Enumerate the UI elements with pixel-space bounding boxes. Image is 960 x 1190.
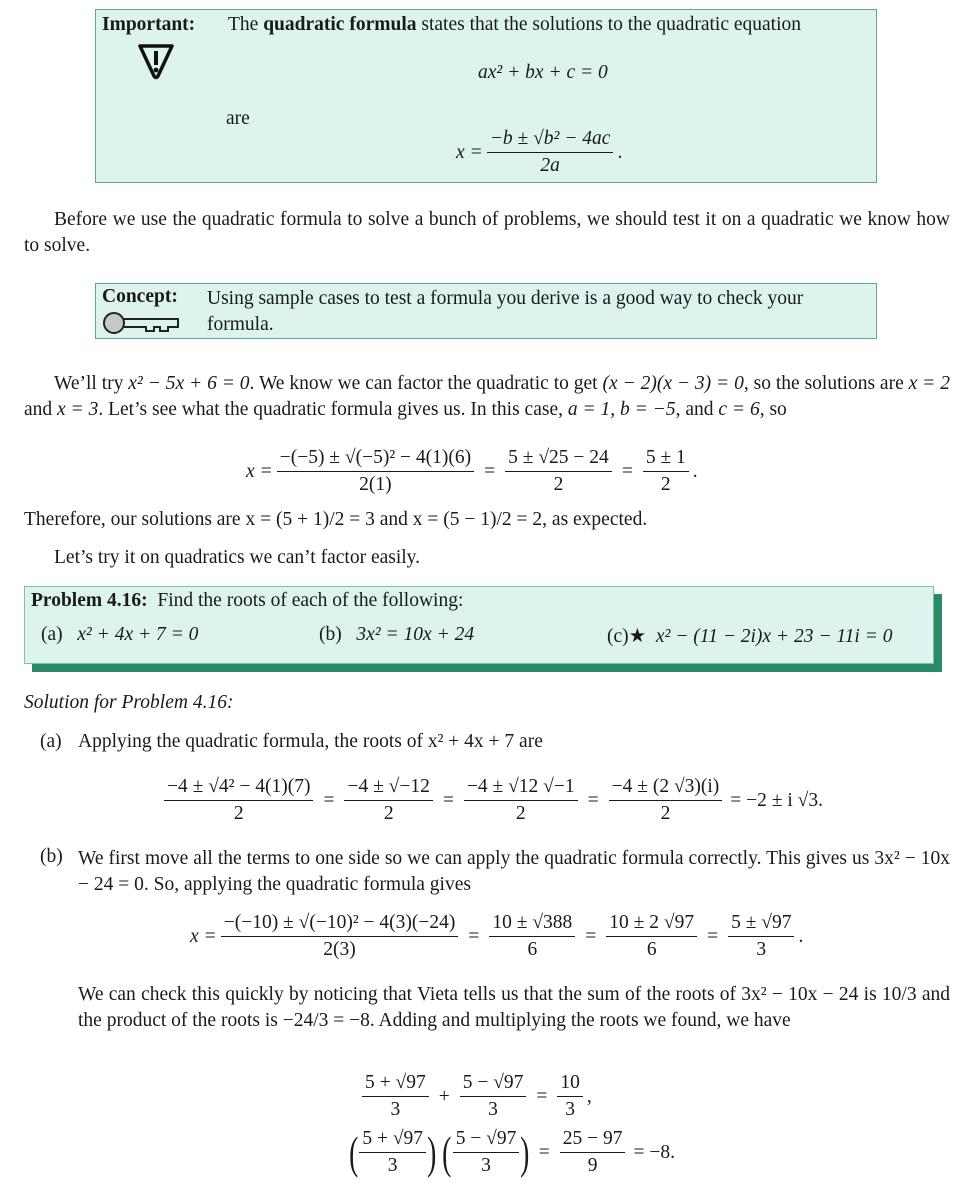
left-paren: ( <box>442 1126 452 1178</box>
denominator: 2 <box>233 803 244 824</box>
denominator: 9 <box>587 1155 598 1176</box>
text: , and <box>675 399 719 420</box>
solution-b-tag: (b) <box>40 846 63 867</box>
numerator: 25 − 97 <box>560 1128 626 1153</box>
denominator: 6 <box>527 939 538 960</box>
math: x = 2 <box>908 373 950 394</box>
problem-part-a <box>41 624 198 646</box>
math: a = 1, b = −5 <box>567 399 676 420</box>
numerator: 10 ± √388 <box>489 912 575 937</box>
solution-a-tag: (a) <box>40 731 62 752</box>
fraction <box>221 912 459 961</box>
test-equation <box>246 447 698 496</box>
denominator: 3 <box>565 1099 576 1120</box>
fraction <box>362 1072 429 1121</box>
fraction <box>460 1072 527 1121</box>
denominator: 6 <box>646 939 657 960</box>
paragraph: Let’s try it on quadratics we can’t factor easily. <box>54 547 421 568</box>
fraction <box>557 1072 583 1121</box>
paragraph: Before we use the quadratic formula to solve a bunch of problems, we should test it on a quadratic we know how to solve. <box>24 209 950 256</box>
left-paren: ( <box>349 1126 359 1178</box>
fraction <box>487 128 614 177</box>
fraction <box>505 447 612 496</box>
fraction <box>606 912 697 961</box>
part-equation: x² − (11 − 2i)x + 23 − 11i = 0 <box>655 626 893 647</box>
fraction <box>344 776 432 825</box>
important-text <box>228 14 801 36</box>
part-equation: x² + 4x + 7 = 0 <box>77 624 199 645</box>
numerator: −4 ± √12 √−1 <box>464 776 578 801</box>
sum-check-equation <box>358 1072 592 1121</box>
numerator: 5 − √97 <box>460 1072 527 1097</box>
equals: = <box>585 925 597 947</box>
denominator: 2 <box>660 474 671 495</box>
numerator: 5 − √97 <box>453 1128 520 1153</box>
solution-b-text: We first move all the terms to one side so we can apply the quadratic formula correctly. This gives us 3x² − 10x − 24 = 0. So, applying the quadratic formula gives <box>78 848 950 895</box>
denominator: 3 <box>488 1099 498 1120</box>
denominator: 2 <box>515 803 526 824</box>
product-check-equation <box>346 1128 675 1177</box>
numerator: −(−5) ± √(−5)² − 4(1)(6) <box>277 447 474 472</box>
important-label: Important: <box>102 14 196 35</box>
numerator: −4 ± √−12 <box>344 776 432 801</box>
fraction <box>164 776 313 825</box>
numerator: −4 ± (2 √3)(i) <box>609 776 723 801</box>
fraction <box>489 912 575 961</box>
fraction <box>560 1128 626 1177</box>
equals: = <box>468 925 480 947</box>
denominator: 2(3) <box>323 939 356 960</box>
equals: = <box>484 460 496 482</box>
numerator: 10 <box>557 1072 583 1097</box>
problem-part-b <box>319 624 474 646</box>
denominator: 2 <box>553 474 564 495</box>
numerator: 10 ± 2 √97 <box>606 912 697 937</box>
vieta-check-text: We can check this quickly by noticing that Vieta tells us that the sum of the roots of 3x² − 10x − 24 is 10/3 and the product of the roots is −24/3 = −8. Adding and multiplying the roots we found, we have <box>78 984 950 1031</box>
problem-header <box>31 590 463 612</box>
text: and <box>24 399 58 420</box>
warning-triangle-icon <box>136 40 176 80</box>
period: . <box>617 141 623 163</box>
denominator: 2a <box>540 155 560 176</box>
text: states that the solutions to the quadratic equation <box>416 14 801 35</box>
numerator: −(−10) ± √(−10)² − 4(3)(−24) <box>221 912 459 937</box>
concept-text: Using sample cases to test a formula you derive is a good way to check your formula. <box>207 288 804 335</box>
numerator: 5 + √97 <box>362 1072 429 1097</box>
fraction <box>277 447 474 496</box>
denominator: 3 <box>390 1099 401 1120</box>
equals: = <box>442 789 454 811</box>
text: The <box>228 14 264 35</box>
fraction <box>359 1128 426 1177</box>
fraction <box>453 1128 520 1177</box>
comma: , <box>586 1085 592 1107</box>
equals: = <box>707 925 719 947</box>
lhs: x = <box>246 460 273 482</box>
period: . <box>692 460 698 482</box>
math: c = 6 <box>718 399 760 420</box>
bold-term: quadratic formula <box>263 14 417 35</box>
paragraph: Therefore, our solutions are x = (5 + 1)/2 = 3 and x = (5 − 1)/2 = 2, as expected. <box>24 509 648 530</box>
are-text: are <box>226 108 250 129</box>
part-equation: 3x² = 10x + 24 <box>356 624 475 645</box>
fraction <box>464 776 578 825</box>
key-icon <box>102 311 180 335</box>
text: . Let’s see what the quadratic formula gives us. In this case, <box>98 399 568 420</box>
part-tag: (c)★ <box>607 626 647 647</box>
result: = −8. <box>633 1141 675 1163</box>
problem-part-c <box>607 624 893 648</box>
right-paren: ) <box>427 1126 437 1178</box>
denominator: 2(1) <box>359 474 392 495</box>
paragraph <box>24 371 950 423</box>
lhs: x = <box>456 141 483 163</box>
important-box <box>95 9 877 183</box>
numerator: 5 + √97 <box>359 1128 426 1153</box>
denominator: 3 <box>481 1155 491 1176</box>
math: (x − 2)(x − 3) = 0 <box>602 373 744 394</box>
equals: = <box>621 460 633 482</box>
solution-b-equation <box>190 912 803 961</box>
numerator: 5 ± √25 − 24 <box>505 447 612 472</box>
equals: = <box>323 789 335 811</box>
numerator: 5 ± √97 <box>728 912 794 937</box>
equation: ax² + bx + c = 0 <box>478 62 608 83</box>
text: We’ll try <box>54 373 129 394</box>
problem-text: Find the roots of each of the following: <box>157 590 464 611</box>
lhs: x = <box>190 925 217 947</box>
denominator: 2 <box>383 803 394 824</box>
problem-box <box>24 586 934 664</box>
solution-heading: Solution for Problem 4.16: <box>24 692 234 713</box>
denominator: 2 <box>660 803 671 824</box>
text: , so <box>759 399 787 420</box>
denominator: 3 <box>387 1155 398 1176</box>
denominator: 3 <box>756 939 767 960</box>
concept-box <box>95 283 877 339</box>
numerator: −4 ± √4² − 4(1)(7) <box>164 776 313 801</box>
result: = −2 ± i √3. <box>730 789 823 811</box>
concept-label: Concept: <box>102 286 178 307</box>
text: . We know we can factor the quadratic to get <box>249 373 603 394</box>
numerator: 5 ± 1 <box>643 447 689 472</box>
right-paren: ) <box>520 1126 530 1178</box>
part-tag: (a) <box>41 624 63 645</box>
numerator: −b ± √b² − 4ac <box>487 128 614 153</box>
quadratic-formula <box>456 128 622 177</box>
problem-label: Problem 4.16: <box>31 590 148 611</box>
math: x² − 5x + 6 = 0 <box>128 373 250 394</box>
fraction <box>643 447 689 496</box>
equals: = <box>587 789 599 811</box>
fraction <box>728 912 794 961</box>
solution-a-equation <box>160 776 823 825</box>
solution-a-text: Applying the quadratic formula, the roots of x² + 4x + 7 are <box>78 731 543 752</box>
fraction <box>609 776 723 825</box>
equals: = <box>536 1085 548 1107</box>
plus: + <box>438 1085 450 1107</box>
part-tag: (b) <box>319 624 342 645</box>
equals: = <box>538 1141 550 1163</box>
period: . <box>798 925 804 947</box>
math: x = 3 <box>57 399 99 420</box>
text: , so the solutions are <box>743 373 909 394</box>
